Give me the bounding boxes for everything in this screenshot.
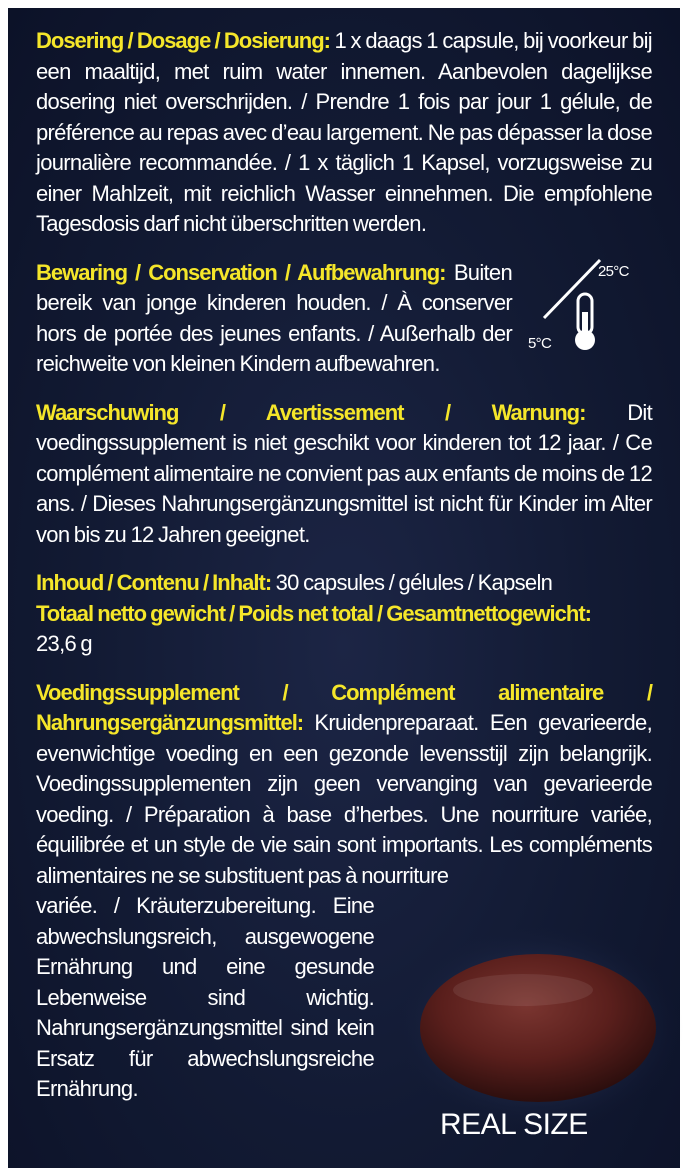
storage-label: Bewaring / Conservation / Aufbewahrung: [36,259,446,285]
storage-paragraph [36,258,512,380]
dosage-paragraph [36,26,652,240]
warning-label: Waarschuwing / Avertissement / Warnung: [36,399,586,425]
contents-label: Inhoud / Contenu / Inhalt: [36,570,272,595]
contents-paragraph [36,568,652,599]
weight-label: Totaal netto gewicht / Poids net total / Gesamtnettogewicht: [36,600,591,626]
warning-paragraph [36,398,652,551]
real-size-caption: REAL SIZE [440,1108,588,1141]
contents-text: 30 capsules / gélules / Kapseln [271,570,553,595]
warning-section [36,398,652,551]
supplement-text: Kruidenpreparaat. Een gevarieerde, evenwichtige voeding en een gezonde levensstijl zijn belangrijk. Voedingssupplementen zijn geen vervanging van gevarieerde voeding. / Préparation à base d’herbes. Une nourriture variée, équilibrée et un style de vie sain sont importants. Les compléments alimentaires ne se substituent pas à nourriture [36,710,652,888]
thermometer-icon [522,258,652,368]
temp-min-label: 5°C [528,334,552,352]
storage-text: Buiten bereik van jonge kinderen houden. / À conserver hors de portée des jeunes enfants. / Außerhalb der reichweite von kleinen Kindern aufbewahren. [36,259,513,376]
contents-section [36,568,652,660]
supplement-paragraph-narrow: variée. / Kräuterzubereitung. Eine abwechslungsreich, ausgewogene Ernährung und eine gesunde Lebenweise sind wichtig. Nahrungsergänzungsmittel sind kein Ersatz für abwechslungsreiche Ernährung. [36,893,374,1101]
weight-value: 23,6 g [36,631,92,656]
dosage-text: 1 x daags 1 capsule, bij voorkeur bij een maaltijd, met ruim water innemen. Aanbevolen dagelijkse dosering niet overschrijden. / Prendre 1 fois par jour 1 gélule, de préférence au repas avec d’eau largement. Ne pas dépasser la dose journalière recommandée. / 1 x täglich 1 Kapsel, vorzugsweise zu einer Mahlzeit, mit reichlich Wasser einnehmen. Die empfohlene Tagesdosis darf nicht überschritten werden. [36,28,652,236]
dosage-label: Dosering / Dosage / Dosierung: [36,28,330,53]
temp-max-label: 25°C [598,262,629,280]
supplement-label: Voedingssupplement / Complément alimentaire / Nahrungsergänzungsmittel: [36,679,652,735]
dosage-section [36,26,652,240]
supplement-paragraph [36,678,652,892]
weight-paragraph [36,599,652,660]
storage-section [36,258,652,380]
warning-text: Dit voedingssupplement is niet geschikt voor kinderen tot 12 jaar. / Ce complément alimentaire ne convient pas aux enfants de moins de 12 ans. / Dieses Nahrungsergänzungsmittel ist nicht für Kinder im Alter von bis zu 12 Jahren geeignet. [36,399,652,547]
